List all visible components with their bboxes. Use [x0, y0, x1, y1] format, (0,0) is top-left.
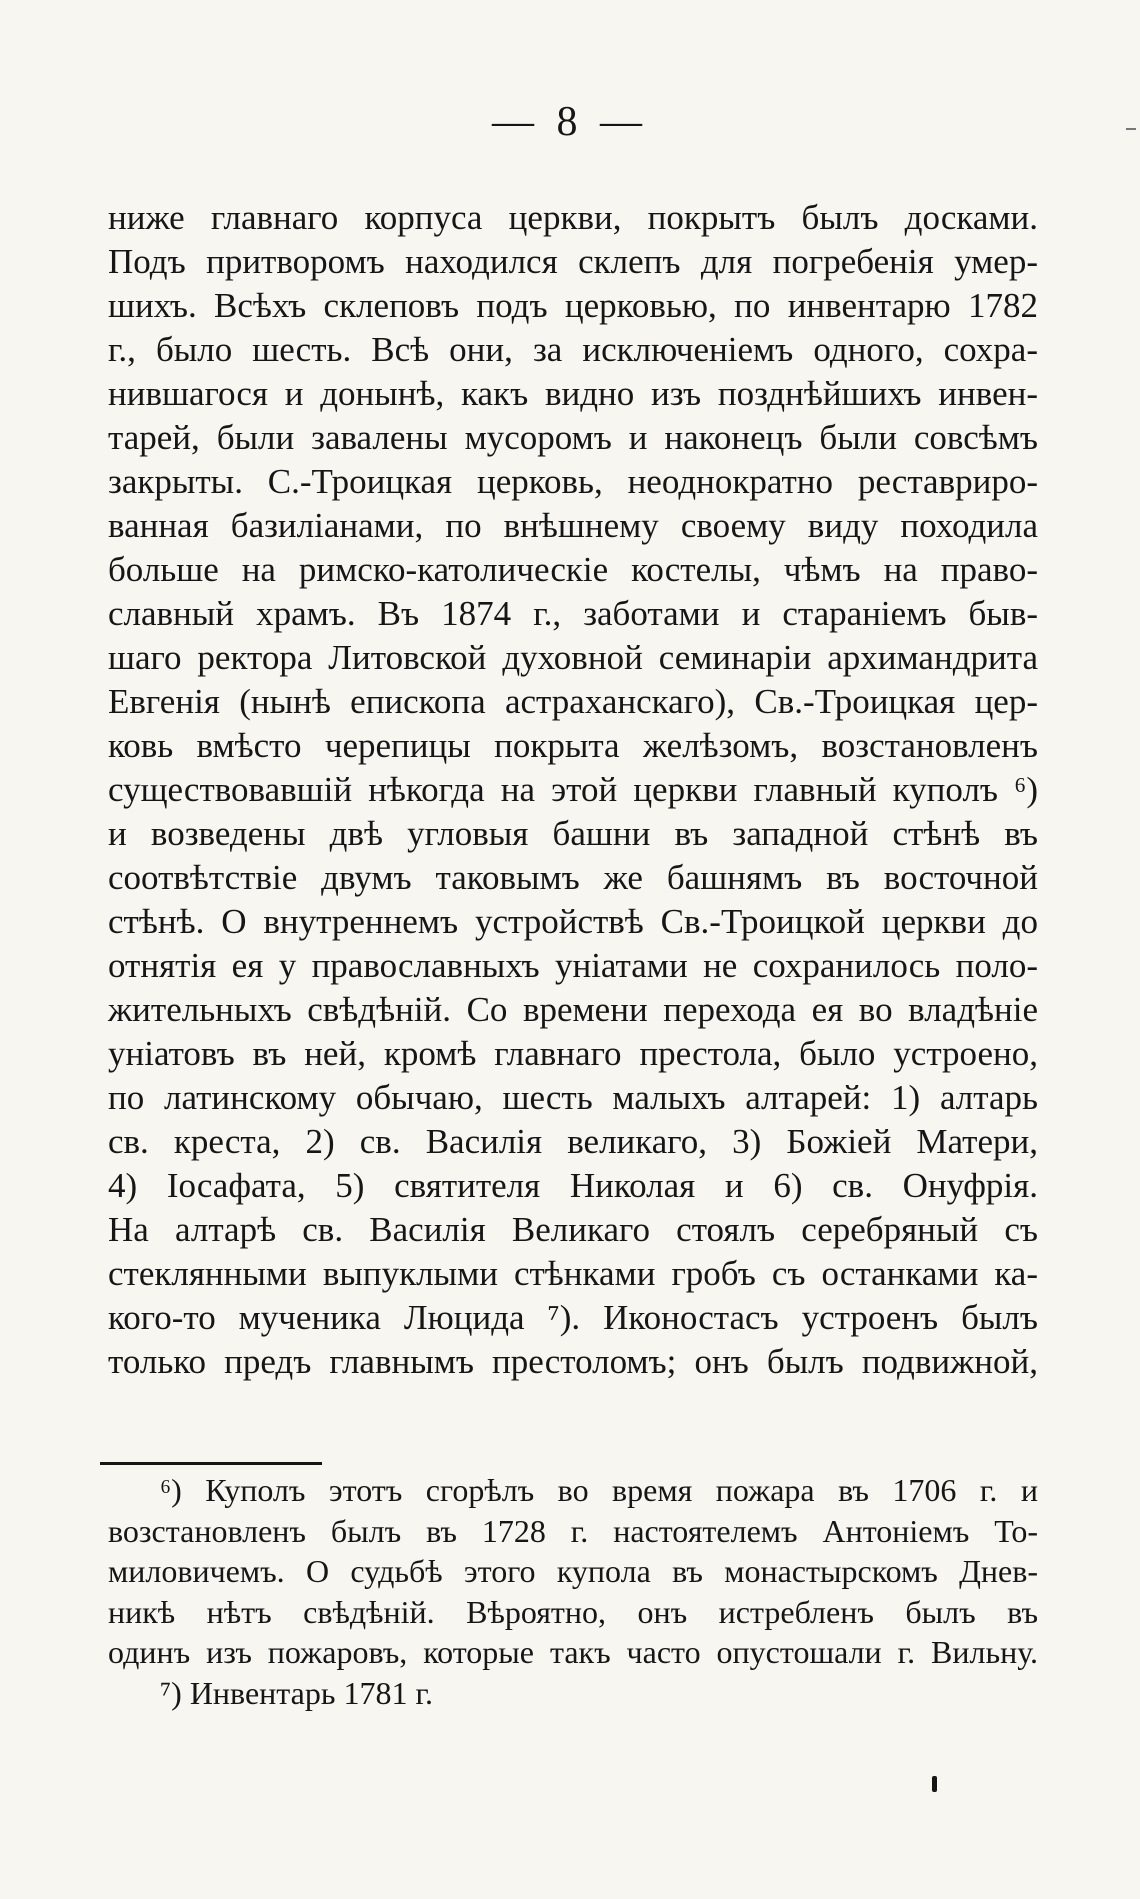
- text-line: жительныхъ свѣдѣній. Со времени перехода ея во владѣніе: [108, 990, 1038, 1029]
- text-line: На алтарѣ св. Василія Великаго стоялъ серебряный съ: [108, 1210, 1038, 1249]
- text-line: закрыты. С.-Троицкая церковь, неоднократно реставриро-: [108, 462, 1038, 501]
- ink-speck: [932, 1776, 937, 1792]
- text-line: славный храмъ. Въ 1874 г., заботами и стараніемъ быв-: [108, 594, 1038, 633]
- page-number: — 8 —: [492, 99, 648, 145]
- text-line: Подъ притворомъ находился склепъ для погребенія умер-: [108, 242, 1038, 281]
- text-line: 4) Іосафата, 5) святителя Николая и 6) св. Онуфрія.: [108, 1166, 1038, 1205]
- text-line: отнятія ея у православныхъ уніатами не сохранилось поло-: [108, 946, 1038, 985]
- text-line: ванная базиліанами, по внѣшнему своему виду походила: [108, 506, 1038, 545]
- text-line: св. креста, 2) св. Василія великаго, 3) Божіей Матери,: [108, 1122, 1038, 1161]
- text-line: шихъ. Всѣхъ склеповъ подъ церковью, по инвентарю 1782: [108, 286, 1038, 325]
- text-line: по латинскому обычаю, шесть малыхъ алтарей: 1) алтарь: [108, 1078, 1038, 1117]
- footnote-line: ⁷) Инвентарь 1781 г.: [160, 1674, 433, 1711]
- footnotes: [108, 1470, 1038, 1713]
- footnote-line: никѣ нѣтъ свѣдѣній. Вѣроятно, онъ истребленъ былъ въ: [108, 1593, 1038, 1630]
- text-line: соотвѣтствіе двумъ таковымъ же башнямъ въ восточной: [108, 858, 1038, 897]
- text-line: ниже главнаго корпуса церкви, покрытъ былъ досками.: [108, 198, 1038, 237]
- footnote-line: миловичемъ. О судьбѣ этого купола въ монастырскомъ Днев-: [108, 1553, 1038, 1589]
- text-line: больше на римско-католическіе костелы, чѣмъ на право-: [108, 550, 1038, 589]
- text-line: тарей, были завалены мусоромъ и наконецъ были совсѣмъ: [108, 418, 1038, 457]
- text-line: существовавшій нѣкогда на этой церкви главный куполъ ⁶): [108, 770, 1038, 809]
- text-line: ковь вмѣсто черепицы покрыта желѣзомъ, возстановленъ: [108, 726, 1038, 765]
- footnote-line: одинъ изъ пожаровъ, которые такъ часто опустошали г. Вильну.: [108, 1634, 1038, 1670]
- footnote-line: возстановленъ былъ въ 1728 г. настоятелемъ Антоніемъ То-: [108, 1512, 1038, 1549]
- text-line: г., было шесть. Всѣ они, за исключеніемъ одного, сохра-: [108, 330, 1038, 369]
- text-line: стеклянными выпуклыми стѣнками гробъ съ останками ка-: [108, 1254, 1038, 1293]
- text-line: только предъ главнымъ престоломъ; онъ былъ подвижной,: [108, 1342, 1038, 1381]
- text-line: уніатовъ въ ней, кромѣ главнаго престола, было устроено,: [108, 1034, 1038, 1073]
- text-line: шаго ректора Литовской духовной семинаріи архимандрита: [108, 638, 1038, 677]
- footnote-divider: [100, 1462, 322, 1465]
- margin-mark: [1126, 128, 1136, 130]
- text-line: и возведены двѣ угловыя башни въ западной стѣнѣ въ: [108, 814, 1038, 853]
- text-line: Евгенія (нынѣ епископа астраханскаго), Св.-Троицкая цер-: [108, 682, 1038, 721]
- text-line: стѣнѣ. О внутреннемъ устройствѣ Св.-Троицкой церкви до: [108, 902, 1038, 941]
- body-text: [108, 196, 1038, 1384]
- text-line: кого-то мученика Люцида ⁷). Иконостасъ устроенъ былъ: [108, 1298, 1038, 1337]
- text-line: нившагося и донынѣ, какъ видно изъ позднѣйшихъ инвен-: [108, 374, 1038, 413]
- footnote-line: ⁶) Куполъ этотъ сгорѣлъ во время пожара въ 1706 г. и: [160, 1472, 1038, 1508]
